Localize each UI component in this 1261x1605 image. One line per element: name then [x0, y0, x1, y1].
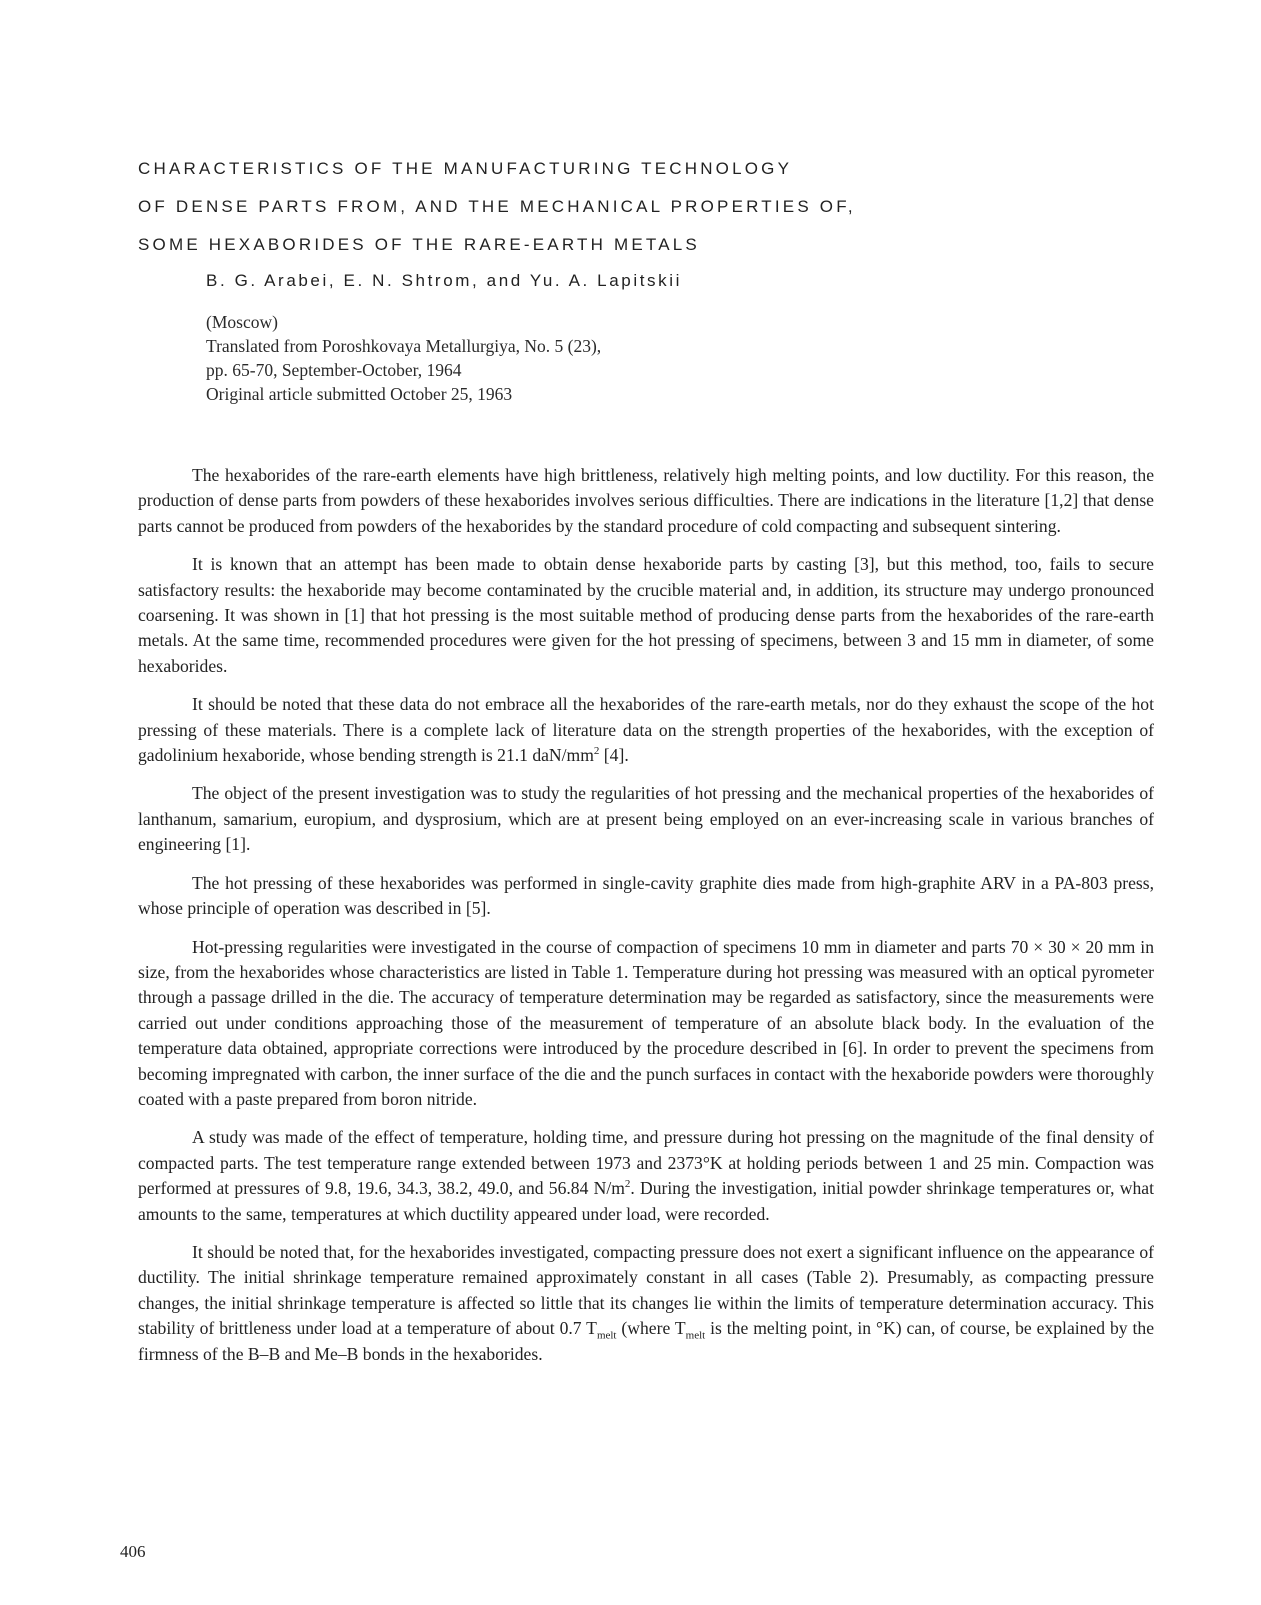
- paragraph-text: A study was made of the effect of temperature, holding time, and pressure during hot pressing on the magnitude of the final density of compacted parts. The test temperature range extended between 1973 and 2373°K at holding periods between 1 and 25 min. Compaction was performed at pressures of 9.8, 19.6, 34.3, 38.2, 49.0, and 56.84 N/m: [138, 1127, 1154, 1199]
- paragraph-4: The object of the present investigation was to study the regularities of hot pressing and the mechanical properties of the hexaborides of lanthanum, samarium, europium, and dysprosium, which are at present being employed on an ever-increasing scale in various branches of engineering [1].: [138, 783, 1154, 855]
- superscript: 2: [624, 1178, 631, 1191]
- source-pages: pp. 65-70, September-October, 1964: [206, 360, 462, 380]
- article-meta: [206, 310, 601, 406]
- paragraph-text: It should be noted that, for the hexaborides investigated, compacting pressure does not exert a significant influence on the appearance of ductility. The initial shrinkage temperature remained approximately constant in all cases (Table 2). Presumably, as compacting pressure changes, the initial shrinkage temperature is affected so little that its changes lie within the limits of temperature determination accuracy. This stability of brittleness under load at a temperature of about 0.7 T: [138, 1241, 1154, 1339]
- subscript: melt: [685, 1329, 706, 1342]
- paragraph-8: [138, 1240, 1154, 1367]
- author-location: (Moscow): [206, 312, 278, 332]
- article-body: [138, 463, 1154, 1380]
- paragraph-text: . During the investigation, initial powder shrinkage temperatures or, what amounts to the same, temperatures at which ductility appeared under load, were recorded.: [138, 1178, 1154, 1224]
- page-number: 406: [120, 1542, 146, 1561]
- paragraph-text: (where T: [616, 1318, 686, 1339]
- paragraph-text: [4].: [599, 745, 629, 766]
- submission-date: Original article submitted October 25, 1963: [206, 384, 513, 404]
- paragraph-3: [138, 692, 1154, 768]
- translation-source: Translated from Poroshkovaya Metallurgiya, No. 5 (23),: [206, 336, 602, 356]
- paragraph-text: It should be noted that these data do not embrace all the hexaborides of the rare-earth metals, nor do they exhaust the scope of the hot pressing of these materials. There is a complete lack of literature data on the strength properties of the hexaborides, with the exception of gadolinium hexaboride, whose bending strength is 21.1 daN/mm: [138, 694, 1154, 766]
- paragraph-5: The hot pressing of these hexaborides was performed in single-cavity graphite dies made from high-graphite ARV in a PA-803 press, whose principle of operation was described in [5].: [138, 872, 1154, 919]
- paragraph-text: is the melting point, in °K) can, of course, be explained by the firmness of the B–B and Me–B bonds in the hexaborides.: [138, 1318, 1154, 1364]
- title-line: SOME HEXABORIDES OF THE RARE-EARTH METALS: [138, 235, 700, 254]
- title-line: OF DENSE PARTS FROM, AND THE MECHANICAL PROPERTIES OF,: [138, 197, 856, 216]
- paragraph-7: [138, 1125, 1154, 1227]
- subscript: melt: [596, 1329, 617, 1342]
- article-authors: B. G. Arabei, E. N. Shtrom, and Yu. A. Lapitskii: [206, 271, 682, 290]
- paragraph-1: The hexaborides of the rare-earth elements have high brittleness, relatively high melting points, and low ductility. For this reason, the production of dense parts from powders of these hexaborides involves serious difficulties. There are indications in the literature [1,2] that dense parts cannot be produced from powders of the hexaborides by the standard procedure of cold compacting and subsequent sintering.: [138, 465, 1154, 536]
- article-title: [138, 150, 1138, 264]
- superscript: 2: [593, 745, 600, 758]
- paragraph-2: It is known that an attempt has been made to obtain dense hexaboride parts by casting [3], but this method, too, fails to secure satisfactory results: the hexaboride may become contaminated by the crucible material and, in addition, its structure may undergo pronounced coarsening. It was shown in [1] that hot pressing is the most suitable method of producing dense parts from the hexaborides of the rare-earth metals. At the same time, recommended procedures were given for the hot pressing of specimens, between 3 and 15 mm in diameter, of some hexaborides.: [138, 554, 1154, 676]
- title-line: CHARACTERISTICS OF THE MANUFACTURING TECHNOLOGY: [138, 159, 793, 178]
- paragraph-6: Hot-pressing regularities were investigated in the course of compaction of specimens 10 mm in diameter and parts 70 × 30 × 20 mm in size, from the hexaborides whose characteristics are listed in Table 1. Temperature during hot pressing was measured with an optical pyrometer through a passage drilled in the die. The accuracy of temperature determination may be regarded as satisfactory, since the measurements were carried out under conditions approaching those of the measurement of temperature of an absolute black body. In the evaluation of the temperature data obtained, appropriate corrections were introduced by the procedure described in [6]. In order to prevent the specimens from becoming impregnated with carbon, the inner surface of the die and the punch surfaces in contact with the hexaboride powders were thoroughly coated with a paste prepared from boron nitride.: [138, 936, 1154, 1109]
